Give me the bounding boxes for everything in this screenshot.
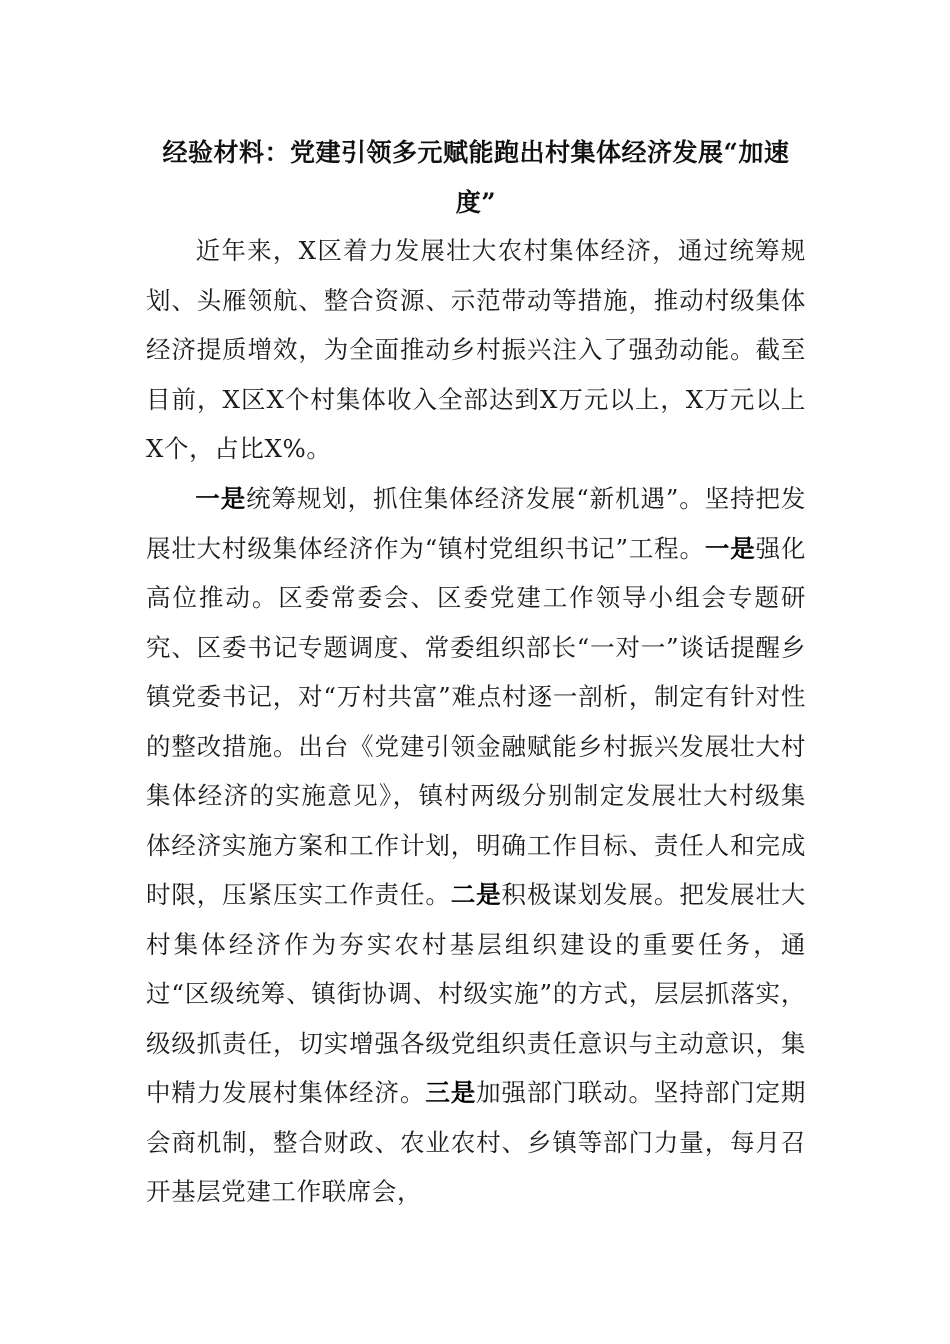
section-marker-first: 一是	[195, 484, 247, 513]
subpoint-marker-two: 二是	[450, 880, 502, 909]
subpoint-marker-one: 一是	[704, 533, 756, 563]
subpoint-marker-three: 三是	[425, 1078, 477, 1107]
subpoint-one-text: 强化高位推动。区委常委会、区委党建工作领导小组会专题研究、区委书记专题调度、常委组织部长“一对一”谈话提醒乡镇党委书记，对“万村共富”难点村逐一剖析，制定有针对性的整改措施。出台《党建引领金融赋能乡村振兴发展壮大村集体经济的实施意见》，镇村两级分别制定发展壮大村级集体经济实施方案和工作计划，明确工作目标、责任人和完成时限，压紧压实工作责任。	[146, 533, 807, 909]
intro-text: 近年来，X区着力发展壮大农村集体经济，通过统筹规划、头雁领航、整合资源、示范带动等措施，推动村级集体经济提质增效，为全面推动乡村振兴注入了强劲动能。截至目前，X区X个村集体收入全部达到X万元以上，X万元以上X个，占比X%。	[146, 236, 806, 463]
section-one-paragraph	[146, 474, 806, 1217]
subpoint-two-text: 积极谋划发展。把发展壮大村集体经济作为夯实农村基层组织建设的重要任务，通过“区级统筹、镇街协调、村级实施”的方式，层层抓落实，级级抓责任，切实增强各级党组织责任意识与主动意识，集中精力发展村集体经济。	[146, 880, 806, 1107]
intro-paragraph	[146, 226, 806, 474]
section-one-heading-text: 统筹规划，抓住集体经济发展“新机遇”。坚持把发展壮大村级集体经济作为“镇村党组织书记”工程。	[146, 484, 806, 563]
subpoint-three-text: 加强部门联动。坚持部门定期会商机制，整合财政、农业农村、乡镇等部门力量，每月召开基层党建工作联席会，	[146, 1078, 806, 1206]
document-title: 经验材料：党建引领多元赋能跑出村集体经济发展“加速度”	[162, 138, 790, 217]
